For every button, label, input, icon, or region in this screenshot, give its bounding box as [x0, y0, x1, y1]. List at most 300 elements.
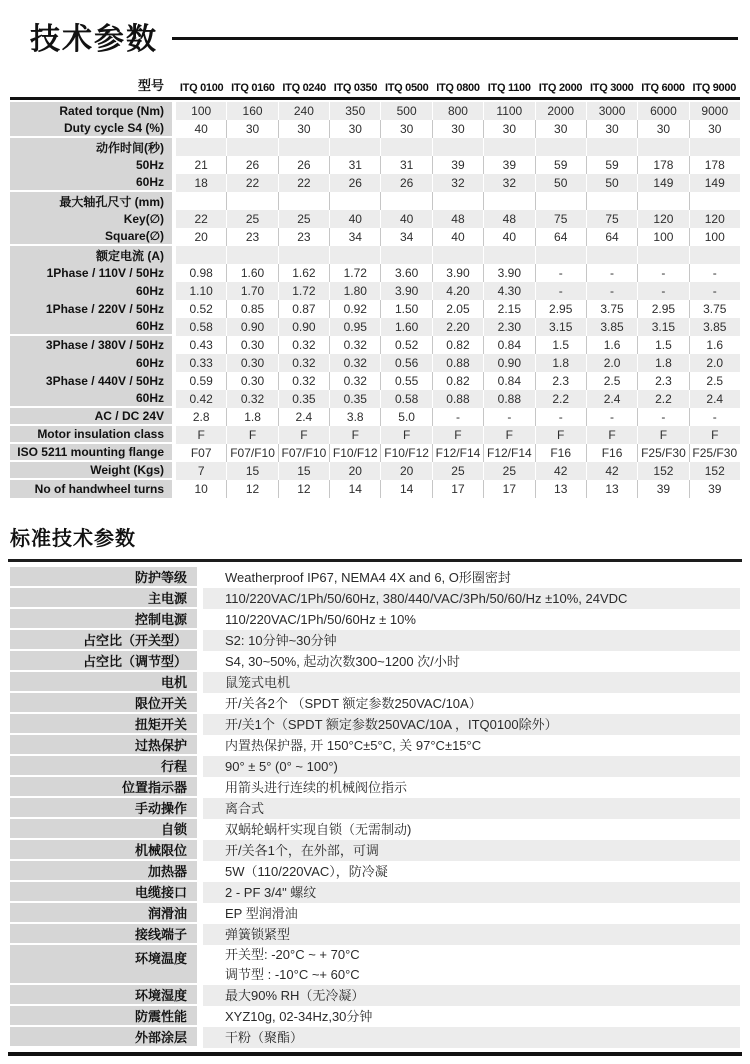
spec-cell: 7: [176, 462, 226, 480]
spec-cell: 2.05: [432, 300, 483, 318]
param-value: [203, 714, 740, 735]
spec-cell: 17: [432, 480, 483, 498]
spec-row: [10, 102, 740, 120]
spec-cell: F: [689, 426, 740, 444]
spec-row-label: 最大轴孔尺寸 (mm): [10, 192, 172, 210]
param-value: [203, 588, 740, 609]
spec-cell: 3.85: [689, 318, 740, 336]
spec-cell: 59: [586, 156, 637, 174]
spec-cell: 1.10: [176, 282, 226, 300]
spec-row-cells: [176, 282, 740, 300]
param-value-line: 开/关1个（SPDT 额定参数250VAC/10A ，ITQ0100除外）: [225, 716, 558, 732]
spec-cell: -: [586, 408, 637, 426]
param-value: [203, 609, 740, 630]
spec-cell: -: [637, 264, 688, 282]
spec-cell: 42: [586, 462, 637, 480]
param-value: [203, 861, 740, 882]
model-name: ITQ 1100: [487, 82, 531, 94]
spec-cell: [689, 138, 740, 156]
spec-cell: 1.5: [535, 336, 586, 354]
spec-cell: 25: [278, 210, 329, 228]
spec-cell: 0.32: [226, 390, 277, 408]
param-value: [203, 693, 740, 714]
spec-cell: 0.35: [278, 390, 329, 408]
param-value: [203, 903, 740, 924]
spec-row-cells: [176, 318, 740, 336]
param-value-line: 用箭头进行连续的机械阀位指示: [225, 779, 408, 795]
spec-row-label: Duty cycle S4 (%): [10, 120, 172, 138]
model-name: ITQ 2000: [538, 82, 583, 94]
spec-cell: [329, 138, 380, 156]
param-label: 占空比（开关型）: [10, 630, 197, 651]
spec-row-label: No of handwheel turns: [10, 480, 172, 498]
spec-cell: 25: [432, 462, 483, 480]
spec-cell: 15: [278, 462, 329, 480]
spec-cell: F10/F12: [380, 444, 431, 462]
param-label: 扭矩开关: [10, 714, 197, 735]
spec-cell: 30: [380, 120, 431, 138]
spec-cell: [432, 246, 483, 264]
spec-row-label: 50Hz: [10, 156, 172, 174]
param-value: [203, 819, 740, 840]
param-label: 润滑油: [10, 903, 197, 924]
spec-cell: 26: [380, 174, 431, 192]
param-value: [203, 840, 740, 861]
spec-cell: 0.98: [189, 266, 213, 280]
spec-row-cells: [176, 408, 740, 426]
spec-cell: 3.90: [380, 282, 431, 300]
param-row: [10, 1027, 740, 1048]
spec-cell: 2.2: [637, 390, 688, 408]
spec-row-label: 额定电流 (A): [10, 246, 172, 264]
param-row: [10, 1006, 740, 1027]
spec-cell: [329, 192, 380, 210]
spec-cell: 30: [226, 120, 277, 138]
spec-cell: 42: [535, 462, 586, 480]
param-label: 手动操作: [10, 798, 197, 819]
spec-cell: 31: [329, 156, 380, 174]
spec-cell: 2.0: [586, 354, 637, 372]
param-row: [10, 882, 740, 903]
spec-row-label: 1Phase / 110V / 50Hz: [10, 264, 172, 282]
model-name: ITQ 0350: [333, 82, 378, 94]
param-value-line: 鼠笼式电机: [225, 674, 291, 690]
param-value-line: 开关型: -20°C ~ + 70°C: [225, 947, 360, 962]
param-row: [10, 672, 740, 693]
param-value-line: 调节型 : -10°C ~+ 60°C: [225, 967, 360, 982]
param-value: [203, 945, 740, 985]
spec-cell: 13: [535, 480, 586, 498]
spec-row-cells: [176, 264, 740, 282]
spec-cell: 0.32: [329, 354, 380, 372]
spec-cell: 14: [329, 480, 380, 498]
model-name: ITQ 0100: [179, 82, 224, 94]
spec-row: [10, 282, 740, 300]
spec-cell: 0.95: [329, 318, 380, 336]
spec-row: [10, 210, 740, 228]
spec-cell: 59: [535, 156, 586, 174]
spec-cell: -: [689, 264, 740, 282]
spec-cell: 0.82: [432, 372, 483, 390]
spec-cell: [226, 246, 277, 264]
spec-cell: 25: [226, 210, 277, 228]
spec-cell: [329, 246, 380, 264]
spec-row-cells: [176, 390, 740, 408]
param-value-line: 内置热保护器, 开 150°C±5°C, 关 97°C±15°C: [225, 737, 482, 753]
spec-cell: 152: [689, 462, 740, 480]
param-label: 位置指示器: [10, 777, 197, 798]
spec-cell: 4.20: [432, 282, 483, 300]
spec-cell: 12: [226, 480, 277, 498]
spec-row-label: 60Hz: [10, 282, 172, 300]
spec-cell: [483, 246, 534, 264]
spec-row-label: 60Hz: [10, 390, 172, 408]
param-value-line: 110/220VAC/1Ph/50/60Hz ± 10%: [225, 611, 416, 627]
spec-cell: 0.88: [483, 390, 534, 408]
param-label: 限位开关: [10, 693, 197, 714]
spec-cell: 26: [278, 156, 329, 174]
param-row: [10, 651, 740, 672]
spec-cell: 0.32: [278, 336, 329, 354]
spec-cell: [432, 138, 483, 156]
param-value-line: 离合式: [225, 800, 265, 816]
spec-cell: [637, 246, 688, 264]
spec-row: [10, 192, 740, 210]
spec-cell: [278, 192, 329, 210]
spec-cell: [637, 138, 688, 156]
param-value-line: 90° ± 5° (0° ~ 100°): [225, 758, 338, 774]
spec-cell: 50: [586, 174, 637, 192]
spec-cell: [226, 138, 277, 156]
spec-row-cells: [176, 354, 740, 372]
param-row: [10, 945, 740, 985]
spec-row-label: Square(∅): [10, 228, 172, 246]
spec-cell: 3.90: [483, 264, 534, 282]
spec-cell: 3.8: [329, 408, 380, 426]
spec-row: [10, 228, 740, 246]
spec-cell: 30: [278, 120, 329, 138]
param-value-line: EP 型润滑油: [225, 905, 298, 921]
param-value: [203, 798, 740, 819]
spec-cell: 160: [226, 102, 277, 120]
spec-cell: 2.4: [689, 390, 740, 408]
spec-cell: 0.88: [432, 390, 483, 408]
spec-row-cells: [176, 102, 740, 120]
param-label: 电机: [10, 672, 197, 693]
spec-cell: 34: [329, 228, 380, 246]
spec-cell: 2.30: [483, 318, 534, 336]
spec-cell: 149: [637, 174, 688, 192]
spec-cell: 2.5: [689, 372, 740, 390]
spec-cell: 32: [432, 174, 483, 192]
spec-cell: 1.6: [689, 336, 740, 354]
spec-cell: 1.5: [637, 336, 688, 354]
spec-cell: 0.32: [329, 336, 380, 354]
spec-cell: 3.15: [637, 318, 688, 336]
spec-cell: 0.52: [380, 336, 431, 354]
model-column-label: 型号: [137, 78, 164, 93]
spec-cell: 0.32: [278, 372, 329, 390]
spec-row-label: 60Hz: [10, 318, 172, 336]
param-row: [10, 985, 740, 1006]
param-value-line: 开/关各2个 （SPDT 额定参数250VAC/10A）: [225, 695, 482, 711]
spec-cell: 20: [194, 230, 208, 244]
spec-row: [10, 174, 740, 192]
spec-row-label: Motor insulation class: [10, 426, 172, 444]
spec-cell: 64: [586, 228, 637, 246]
spec-cell: 9000: [689, 102, 740, 120]
title-rule: [172, 37, 738, 40]
spec-row-cells: [176, 246, 740, 264]
spec-cell: 14: [380, 480, 431, 498]
spec-row-cells: [176, 426, 740, 444]
param-value: [203, 1027, 740, 1048]
spec-cell: 22: [226, 174, 277, 192]
spec-cell: 4.30: [483, 282, 534, 300]
spec-cell: F: [432, 426, 483, 444]
spec-row-label: 1Phase / 220V / 50Hz: [10, 300, 172, 318]
param-label: 环境温度: [10, 945, 197, 985]
spec-cell: 6000: [637, 102, 688, 120]
spec-cell: 152: [637, 462, 688, 480]
spec-cell: 20: [329, 462, 380, 480]
spec-cell: 2000: [535, 102, 586, 120]
spec-row-cells: [176, 444, 740, 462]
spec-cell: 120: [637, 210, 688, 228]
spec-cell: -: [535, 264, 586, 282]
spec-cell: -: [483, 408, 534, 426]
spec-row-cells: [176, 120, 740, 138]
spec-row: [10, 336, 740, 354]
spec-cell: 0.90: [483, 354, 534, 372]
model-name: ITQ 3000: [590, 82, 634, 94]
spec-row-cells: [176, 372, 740, 390]
spec-row-label: 3Phase / 440V / 50Hz: [10, 372, 172, 390]
spec-cell: [483, 192, 534, 210]
spec-cell: [278, 138, 329, 156]
spec-row: [10, 156, 740, 174]
spec-cell: 0.42: [176, 390, 226, 408]
param-label: 占空比（调节型）: [10, 651, 197, 672]
spec-row: [10, 264, 740, 282]
param-label: 主电源: [10, 588, 197, 609]
spec-row-cells: [176, 210, 740, 228]
spec-row: [10, 426, 740, 444]
param-value-line: XYZ10g, 02-34Hz,30分钟: [225, 1008, 373, 1024]
model-name: ITQ 0800: [436, 82, 480, 94]
spec-cell: 48: [483, 210, 534, 228]
spec-cell: [586, 138, 637, 156]
spec-cell: 1.50: [380, 300, 431, 318]
spec-cell: 149: [689, 174, 740, 192]
spec-cell: 2.0: [689, 354, 740, 372]
spec-cell: 18: [176, 174, 226, 192]
spec-cell: [380, 246, 431, 264]
spec-cell: 30: [586, 120, 637, 138]
spec-cell: 22: [176, 210, 226, 228]
param-value: [203, 777, 740, 798]
spec-row: [10, 300, 740, 318]
spec-cell: 0.92: [329, 300, 380, 318]
spec-cell: 1.80: [329, 282, 380, 300]
spec-cell: 40: [194, 122, 208, 136]
model-name: ITQ 0500: [384, 82, 429, 94]
param-row: [10, 840, 740, 861]
spec-cell: 30: [329, 120, 380, 138]
spec-cell: F12/F14: [483, 444, 534, 462]
spec-cell: 1.6: [586, 336, 637, 354]
spec-cell: -: [689, 408, 740, 426]
param-row: [10, 903, 740, 924]
spec-row-label: 动作时间(秒): [10, 138, 172, 156]
spec-cell: 2.2: [535, 390, 586, 408]
param-row: [10, 588, 740, 609]
spec-cell: 178: [637, 156, 688, 174]
spec-cell: 0.58: [380, 390, 431, 408]
spec-cell: 0.82: [432, 336, 483, 354]
spec-cell: 3000: [586, 102, 637, 120]
param-value-line: S2: 10分钟~30分钟: [225, 632, 337, 648]
spec-cell: 40: [329, 210, 380, 228]
spec-row-cells: [176, 480, 740, 498]
spec-cell: 3.85: [586, 318, 637, 336]
spec-cell: 22: [278, 174, 329, 192]
spec-cell: 100: [176, 102, 226, 120]
spec-cell: 30: [432, 120, 483, 138]
spec-cell: F: [329, 426, 380, 444]
param-label: 加热器: [10, 861, 197, 882]
param-row: [10, 567, 740, 588]
spec-cell: 100: [689, 228, 740, 246]
param-value: [203, 567, 740, 588]
spec-cell: 0.85: [226, 300, 277, 318]
spec-cell: 350: [329, 102, 380, 120]
spec-cell: 1.8: [535, 354, 586, 372]
spec-cell: F07: [190, 446, 212, 460]
spec-cell: 15: [226, 462, 277, 480]
spec-cell: 2.15: [483, 300, 534, 318]
model-name: ITQ 9000: [692, 82, 737, 94]
param-value: [203, 672, 740, 693]
page-bottom-rule: [8, 1052, 742, 1056]
spec-cell: 0.55: [380, 372, 431, 390]
spec-cell: [586, 192, 637, 210]
param-value: [203, 1006, 740, 1027]
param-label: 防护等级: [10, 567, 197, 588]
spec-cell: -: [586, 282, 637, 300]
param-row: [10, 777, 740, 798]
spec-row: [10, 120, 740, 138]
spec-cell: 800: [432, 102, 483, 120]
spec-cell: 0.35: [329, 390, 380, 408]
spec-cell: 0.88: [432, 354, 483, 372]
spec-cell: F: [380, 426, 431, 444]
spec-cell: 1.60: [226, 264, 277, 282]
spec-cell: 1.72: [329, 264, 380, 282]
model-name: ITQ 0240: [282, 82, 326, 94]
spec-cell: 500: [380, 102, 431, 120]
spec-cell: [176, 246, 226, 264]
spec-cell: 0.84: [483, 336, 534, 354]
param-row: [10, 819, 740, 840]
spec-row-cells: [176, 138, 740, 156]
spec-cell: -: [637, 282, 688, 300]
spec-cell: F: [637, 426, 688, 444]
spec-cell: 0.87: [278, 300, 329, 318]
spec-cell: 30: [483, 120, 534, 138]
spec-cell: F: [535, 426, 586, 444]
spec-cell: 0.32: [278, 354, 329, 372]
param-row: [10, 630, 740, 651]
spec-cell: F16: [586, 444, 637, 462]
param-value-line: 最大90% RH（无冷凝）: [225, 987, 365, 1003]
standard-params-table: [10, 567, 740, 1048]
spec-cell: 1.72: [278, 282, 329, 300]
spec-cell: [380, 138, 431, 156]
spec-cell: 3.75: [586, 300, 637, 318]
spec-cell: 1.8: [226, 408, 277, 426]
spec-cell: 39: [432, 156, 483, 174]
spec-cell: [483, 138, 534, 156]
spec-cell: F12/F14: [432, 444, 483, 462]
param-label: 控制电源: [10, 609, 197, 630]
spec-cell: 2.3: [637, 372, 688, 390]
spec-cell: F: [278, 426, 329, 444]
param-label: 环境湿度: [10, 985, 197, 1006]
spec-cell: 21: [194, 158, 208, 172]
spec-cell: 26: [226, 156, 277, 174]
spec-table: [10, 102, 740, 498]
spec-cell: 3.90: [432, 264, 483, 282]
spec-row-label: ISO 5211 mounting flange: [10, 444, 172, 462]
spec-cell: -: [432, 408, 483, 426]
spec-row-cells: [176, 300, 740, 318]
spec-cell: 0.84: [483, 372, 534, 390]
spec-cell: 40: [432, 228, 483, 246]
param-label: 电缆接口: [10, 882, 197, 903]
spec-cell: 10: [194, 482, 208, 496]
spec-cell: 240: [278, 102, 329, 120]
spec-cell: [535, 138, 586, 156]
spec-cell: 1.8: [637, 354, 688, 372]
spec-cell: [535, 246, 586, 264]
spec-cell: 2.5: [586, 372, 637, 390]
spec-cell: 75: [586, 210, 637, 228]
spec-cell: 2.20: [432, 318, 483, 336]
spec-cell: 0.43: [189, 338, 213, 352]
spec-cell: 0.56: [380, 354, 431, 372]
spec-row-label: Key(∅): [10, 210, 172, 228]
spec-row: [10, 390, 740, 408]
param-row: [10, 609, 740, 630]
spec-cell: 39: [689, 480, 740, 498]
spec-cell: 12: [278, 480, 329, 498]
param-value-line: 弹簧锁紧型: [225, 926, 291, 942]
spec-row-label: 60Hz: [10, 354, 172, 372]
page-header: [30, 14, 738, 58]
spec-cell: F07/F10: [226, 444, 277, 462]
spec-cell: 2.4: [278, 408, 329, 426]
spec-cell: 17: [483, 480, 534, 498]
page-title: 技术参数: [30, 23, 158, 56]
param-value: [203, 735, 740, 756]
param-row: [10, 861, 740, 882]
spec-cell: 2.3: [535, 372, 586, 390]
spec-cell: 50: [535, 174, 586, 192]
spec-cell: 31: [380, 156, 431, 174]
param-row: [10, 756, 740, 777]
spec-cell: F: [586, 426, 637, 444]
